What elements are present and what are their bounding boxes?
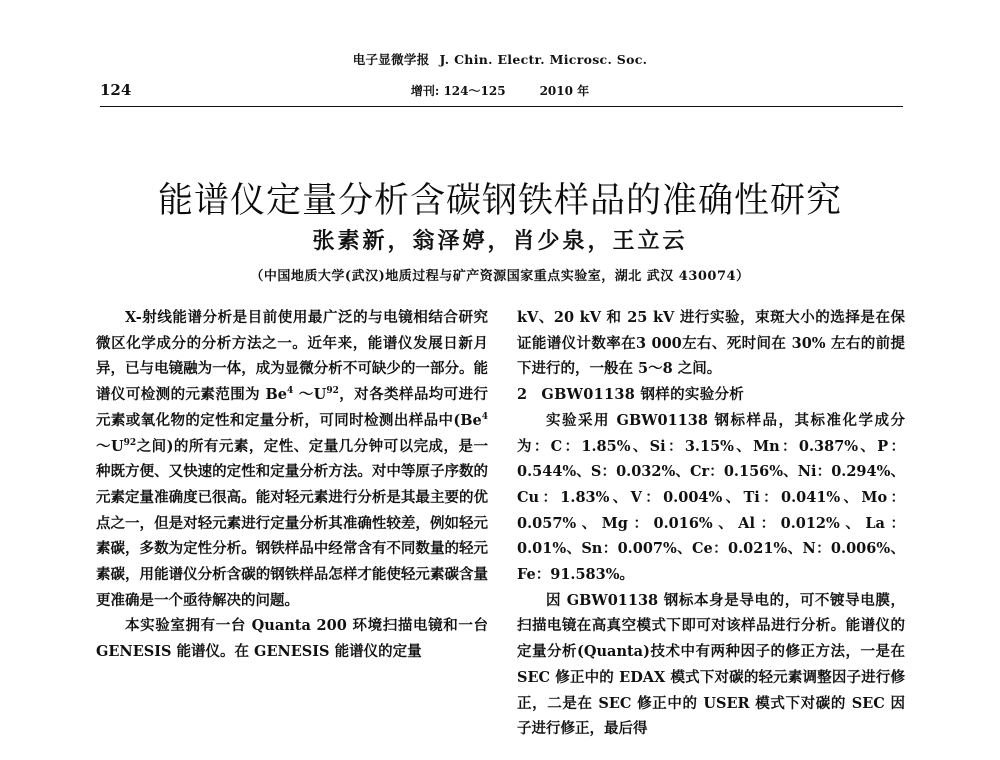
section-heading — [517, 382, 905, 408]
authors: 张素新，翁泽婷，肖少泉，王立云 — [312, 228, 688, 254]
journal-name — [0, 50, 1000, 68]
left-column — [96, 305, 488, 665]
composition-paragraph: 实验采用 GBW01138 钢标样品，其标准化学成分为：C：1.85%、Si：3.15%、Mn：0.387%、P：0.544%、S：0.032%、Cr：0.156%、Ni：0.294%、Cu：1.83%、V：0.004%、Ti：0.041%、Mo：0.057%、Mg：0.016%、Al：0.012%、La：0.01%、Sn：0.007%、Ce：0.021%、N：0.006%、Fe：91.583%。 — [517, 411, 905, 584]
section-title: GBW01138 钢样的实验分析 — [541, 386, 745, 404]
superscript-be: 4 — [287, 386, 294, 397]
superscript-u-2: 92 — [123, 437, 137, 448]
method-paragraph: kV、20 kV 和 25 kV 进行实验，束斑大小的选择是在保证能谱仪计数率在3 000左右、死时间在 30% 左右的前提下进行的，一般在 5～8 之间。 — [517, 309, 905, 378]
lab-paragraph: 本实验室拥有一台 Quanta 200 环境扫描电镜和一台 GENESIS 能谱仪。在 GENESIS 能谱仪的定量 — [96, 617, 488, 661]
header-rule — [100, 106, 903, 107]
affiliation: （中国地质大学(武汉)地质过程与矿产资源国家重点实验室，湖北 武汉 430074） — [250, 269, 750, 284]
issue-info — [0, 82, 1000, 99]
issue-pages: 增刊: 124～125 — [410, 84, 506, 98]
intro-paragraph: X-射线能谱分析是目前使用最广泛的与电镜相结合研究微区化学成分的分析方法之一。近年来，能谱仪发展日新月异，已与电镜融为一体，成为显微分析不可缺少的一部分。能谱仪可检测的元素范围为 Be$^4$ $\sim U^{92}$，对各类样品均可进行元素或氧化物的定性和定量分析，可同时检测出样品中(Be$^4$ $\sim U^{92}$之间)的所有元素，定性、定量几分钟可以完成，是一种既方便、又快速的定性和定量分析方法。对中等原子序数的元素定量准确度已很高。能对轻元素进行分析是其最主要的优点之一，但是对轻元素进行定量分析其准确性较差，例如轻元素碳，多数为定性分析。钢铁样品中经常含有不同数量的轻元素碳，用能谱仪分析含碳的钢铁样品怎样才能使轻元素碳含量更准确是一个亟待解决的问题。 — [96, 309, 488, 609]
right-column — [517, 305, 905, 742]
journal-name-cn: 电子显微学报 — [352, 52, 430, 67]
paper-title: 能谱仪定量分析含碳钢铁样品的准确性研究 — [157, 181, 842, 222]
page-number: 124 — [100, 81, 132, 99]
superscript-be-2: 4 — [481, 411, 488, 422]
journal-name-en: J. Chin. Electr. Microsc. Soc. — [439, 52, 648, 67]
section-number: 2 — [517, 386, 528, 404]
issue-year: 2010 年 — [539, 84, 590, 98]
superscript-u: 92 — [326, 386, 339, 397]
analysis-paragraph: 因 GBW01138 钢标本身是导电的，可不镀导电膜，扫描电镜在高真空模式下即可对该样品进行分析。能谱仪的定量分析(Quanta)技术中有两种因子的修正方法，一是在 SEC 修正中的 EDAX 模式下对碳的轻元素调整因子进行修正，二是在 SEC 修正中的 USER 模式下对碳的 SEC 因子进行修正，最后得 — [517, 591, 905, 738]
